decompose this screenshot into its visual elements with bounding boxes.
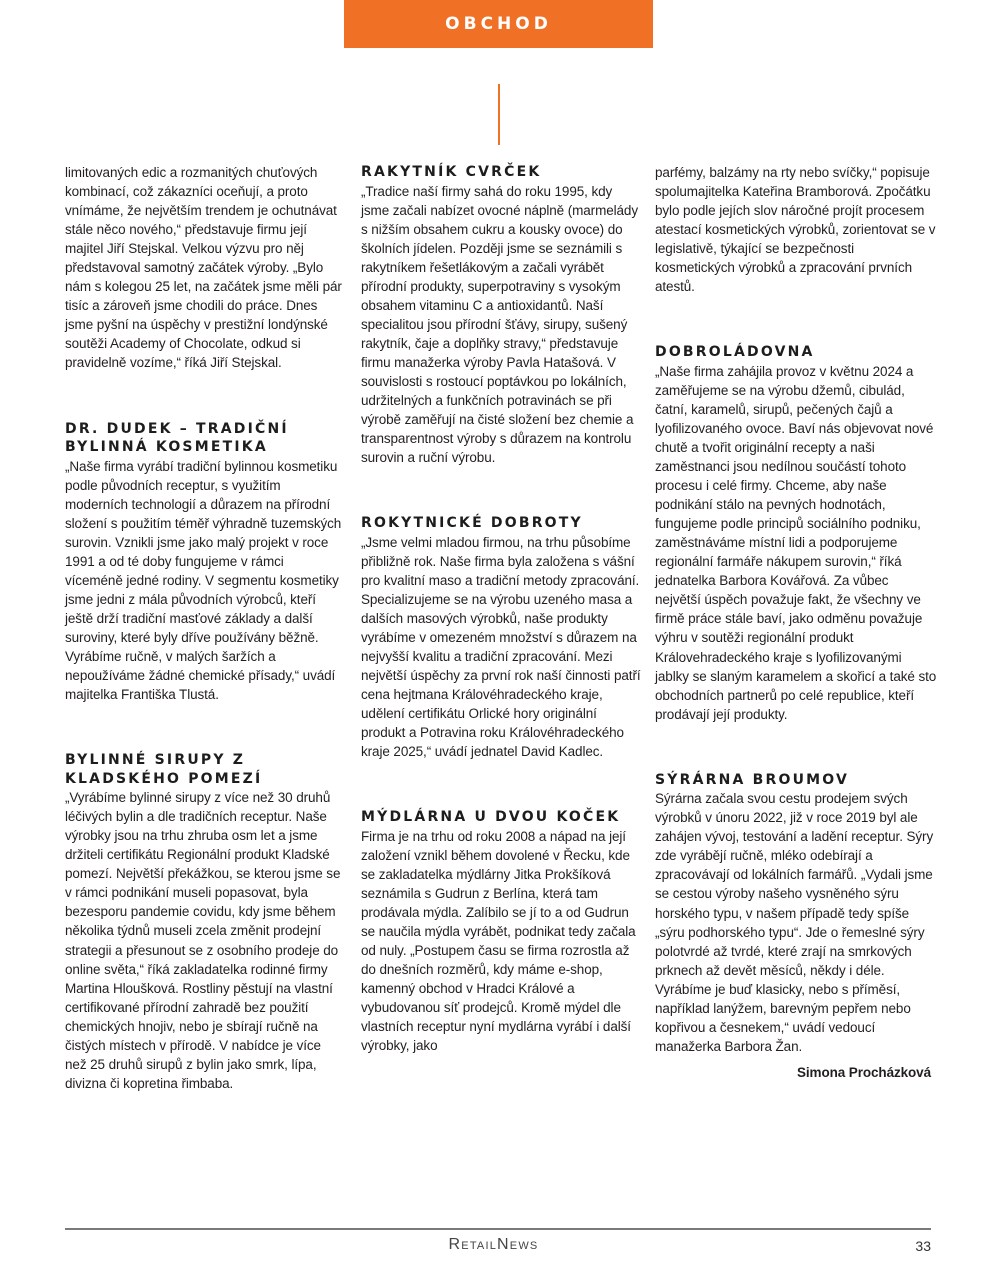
- article-column-1: [65, 163, 345, 1093]
- article-paragraph: „Tradice naší firmy sahá do roku 1995, kdy jsme začali nabízet ovocné náplně (marmelády s nižším obsahem cukru a kousky ovoce) do školních jídelen. Později jsme se seznámili s rakytníkem řešetlákovým a začali vyrábět přírodní produkty, superpotraviny s vysokým obsahem vitaminu C a antioxidantů. Naší specialitou jsou přírodní šťávy, sirupy, sušený rakytník, čaje a doplňky stravy,“ představuje firmu manažerka výroby Pavla Hatašová. V souvislosti s rostoucí poptávkou po lokálních, udržitelných a funkčních potravinách se při výrobě zaměřují na čisté složení bez chemie a transparentnost výroby s důrazem na kontrolu surovin a ruční výrobu.: [361, 183, 638, 466]
- article-paragraph: limitovaných edic a rozmanitých chuťových kombinací, což zákazníci oceňují, a proto vnímáme, že největším trendem je ochutnávat stále něco nového,“ představuje firmu její majitel Jiří Stejskal. Velkou výzvu pro něj představoval samotný začátek výroby. „Bylo nám s kolegou 25 let, na začátek jsme měli pár tisíc a zároveň jsme chodili do práce. Dnes jsme pyšní na úspěchy v prestižní londýnské soutěži Academy of Chocolate, odkud si pravidelně vozíme,“ říká Jiří Stejskal.: [65, 165, 342, 371]
- section-heading-rakytnik-cvrcek: RAKYTNÍK CVRČEK: [361, 164, 542, 180]
- page-number: 33: [915, 1238, 931, 1254]
- article-column-3: [655, 163, 937, 1082]
- section-heading-bylinne-sirupy: BYLINNÉ SIRUPY Z KLADSKÉHO POMEZÍ: [65, 752, 263, 787]
- section-heading-dobroladovna: DOBROLÁDOVNA: [655, 344, 815, 361]
- article-paragraph: „Naše firma zahájila provoz v květnu 2024 a zaměřujeme se na výrobu džemů, cibulád, čatní, karamelů, sirupů, pečených čajů a lyofilizovaného ovoce. Baví nás objevovat nové chutě a tvořit originální recepty a naši zaměstnanci jsou nedílnou součástí tohoto procesu i celé firmy. Chceme, aby naše podnikání stálo na pevných hodnotách, fungujeme podle principů sociálního podniku, zaměstnáváme místní lidi a podporujeme regionální farmáře nákupem surovin,“ říká jednatelka Barbora Kovářová. Za vůbec největší úspěch považuje fakt, že všechny ve firmě práce stále baví, jako odměnu považuje výhru v soutěži regionální produkt Královehradeckého kraje s lyofilizovanými jablky se slaným karamelem a skořicí a také sto obchodních partnerů po celé republice, kteří prodávají její produkty.: [655, 363, 937, 722]
- section-heading-rokytnicke-dobroty: ROKYTNICKÉ DOBROTY: [361, 515, 583, 532]
- section-heading-syrarna-broumov: SÝRÁRNA BROUMOV: [655, 771, 850, 788]
- article-paragraph: parfémy, balzámy na rty nebo svíčky,“ popisuje spolumajitelka Kateřina Bramborová. Zpočátku bylo podle jejích slov náročné projít procesem atestací kosmetických výrobků, zorientovat se v legislativě, týkající se bezpečnosti kosmetických výrobků a zpracování prvních atestů.: [655, 165, 936, 295]
- accent-divider: [498, 84, 500, 145]
- section-label: OBCHOD: [344, 0, 653, 48]
- article-paragraph: „Jsme velmi mladou firmou, na trhu působíme přibližně rok. Naše firma byla založena s vášní pro kvalitní maso a tradiční metody zpracování. Specializujeme se na výrobu uzeného masa a dalších masových výrobků, naše produkty vyrábíme v omezeném množství s důrazem na nejvyšší kvalitu a tradiční zpracování. Mezi největší úspěchy za první rok naší činnosti patří cena hejtmana Královéhradeckého kraje, udělení certifikátu Orlické hory originální produkt a Potravina roku Královéhradeckého kraje 2025,“ uvádí jednatel David Kadlec.: [361, 534, 641, 760]
- article-paragraph: Sýrárna začala svou cestu prodejem svých výrobků v únoru 2022, již v roce 2019 byl ale zahájen vývoj, testování a ladění receptur. Sýry zde vyrábějí ručně, mléko odebírají a zpracovávají od lokálních farmářů. „Vydali jsme se cestou výroby našeho vysněného sýru horského typu, v našem případě tedy spíše „sýru podhorského typu“. Jde o řemeslné sýry polotvrdé až tvrdé, které zrají na smrkových prknech až devět měsíců, někdy i déle. Vyrábíme je buď klasicky, nebo s příměsí, například lanýžem, barevným pepřem nebo kopřivou a česnekem,“ uvádí vedoucí manažerka Barbora Žan.: [655, 791, 934, 1054]
- article-paragraph: „Naše firma vyrábí tradiční bylinnou kosmetiku podle původních receptur, s využitím moderních technologií a důrazem na přírodní složení s použitím téměř výhradně tuzemských surovin. Vznikli jsme jako malý projekt v roce 1991 a od té doby fungujeme v rámci víceméně jedné rodiny. V segmentu kosmetiky jsme jedni z mála původních výrobců, kteří ještě drží tradiční masťové základy a další suroviny, které byly dříve používány běžně. Vyrábíme ručně, v malých šaržích a nepoužíváme žádné chemické přísady,“ uvádí majitelka Františka Tlustá.: [65, 458, 342, 703]
- section-heading-dr-dudek: DR. DUDEK – TRADIČNÍ BYLINNÁ KOSMETIKA: [65, 420, 289, 456]
- author-byline: Simona Procházková: [797, 1064, 931, 1080]
- footer-divider: [65, 1228, 931, 1230]
- article-paragraph: Firma je na trhu od roku 2008 a nápad na její založení vznikl během dovolené v Řecku, kde se zakladatelka mýdlárny Jitka Prokšíková seznámila s Gudrun z Berlína, která tam prodávala mýdla. Zalíbilo se jí to a od Gudrun se naučila mýdla vyrábět, podnikat tedy začala od nuly. „Postupem času se firma rozrostla až do dnešních rozměrů, kdy máme e-shop, kamenný obchod v Hradci Králové a vybudovanou síť prodejců. Kromě mýdel dle vlastních receptur nyní mydlárna vyrábí i další výrobky, jako: [361, 828, 636, 1054]
- article-column-2: [361, 163, 641, 1055]
- article-paragraph: „Vyrábíme bylinné sirupy z více než 30 druhů léčivých bylin a dle tradičních receptur. Naše výrobky jsou na trhu zhruba osm let a jsme držiteli certifikátu Regionální produkt Kladské pomezí. Největší překážkou, se kterou jsme se v rámci podnikání museli popasovat, byla bezesporu pandemie covidu, kdy jsme během několika týdnů museli zcela změnit prodejní strategii a přesunout se z osobního prodeje do online světa,“ říká zakladatelka rodinné firmy Martina Hloušková. Rostliny pěstují na vlastní certifikované přírodní zahradě bez použití chemických hnojiv, nebo je sbírají ručně na čistých místech v přírodě. V nabídce je více než 25 druhů sirupů z bylin jako smrk, lípa, divizna či kopretina řimbaba.: [65, 790, 341, 1091]
- publication-logo: RetailNews: [448, 1236, 539, 1253]
- section-heading-mydlarna: MÝDLÁRNA U DVOU KOČEK: [361, 809, 621, 826]
